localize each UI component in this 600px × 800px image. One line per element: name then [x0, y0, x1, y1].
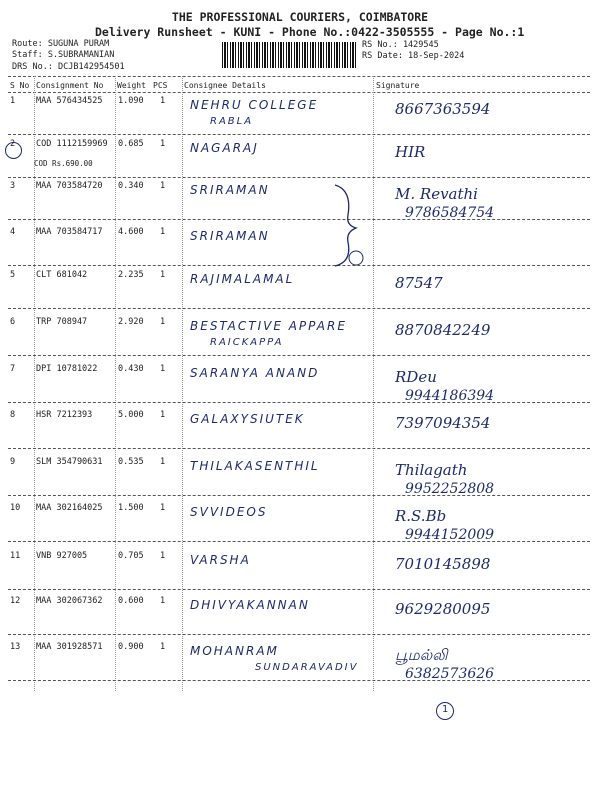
col-consignee: Consignee Details — [184, 81, 266, 90]
row-pcs: 1 — [160, 551, 166, 561]
signature-phone: 9944186394 — [405, 388, 495, 404]
row-divider — [8, 308, 590, 309]
row-divider — [8, 589, 590, 590]
rs-number: RS No.: 1429545 — [362, 40, 439, 50]
signature-phone: 9944152009 — [405, 527, 495, 543]
signature: M. Revathi — [395, 185, 478, 203]
consignee-name: THILAKASENTHIL — [190, 459, 320, 473]
row-divider — [8, 355, 590, 356]
row-weight: 0.900 — [118, 642, 144, 652]
row-sno: 13 — [10, 642, 21, 652]
column-rule — [373, 76, 374, 691]
column-rule — [182, 76, 183, 691]
consignee-detail: RAICKAPPA — [210, 337, 284, 348]
consignment-no: MAA 576434525 — [36, 96, 103, 106]
row-sno: 7 — [10, 364, 16, 374]
row-weight: 1.090 — [118, 96, 144, 106]
row-pcs: 1 — [160, 503, 166, 513]
signature-phone: 9786584754 — [405, 205, 495, 221]
row-divider — [8, 541, 590, 542]
signature: R.S.Bb — [395, 507, 447, 525]
row-pcs: 1 — [160, 181, 166, 191]
row-sno: 8 — [10, 410, 16, 420]
row-weight: 4.600 — [118, 227, 144, 237]
consignment-no: VNB 927005 — [36, 551, 88, 561]
consignee-name: GALAXYSIUTEK — [190, 412, 305, 426]
row-pcs: 1 — [160, 139, 166, 149]
consignment-no: MAA 703584720 — [36, 181, 103, 191]
rs-date: RS Date: 18-Sep-2024 — [362, 51, 465, 61]
signature-phone: 9952252808 — [405, 481, 495, 497]
consignee-name: BESTACTIVE APPARE — [190, 319, 347, 333]
row-divider — [8, 634, 590, 635]
row-divider — [8, 134, 590, 135]
page-number-mark: 1 — [436, 702, 454, 720]
signature: 7010145898 — [395, 555, 491, 573]
row-sno: 6 — [10, 317, 16, 327]
row-weight: 0.340 — [118, 181, 144, 191]
consignment-no: MAA 301928571 — [36, 642, 103, 652]
consignee-name: SVVIDEOS — [190, 505, 268, 519]
row-divider — [8, 219, 590, 220]
row-sno: 1 — [10, 96, 16, 106]
row-sno: 4 — [10, 227, 16, 237]
row-divider — [8, 177, 590, 178]
consignment-no: COD 1112159969 — [36, 139, 108, 149]
row-sno: 5 — [10, 270, 16, 280]
row-divider — [8, 265, 590, 266]
consignment-no: CLT 681042 — [36, 270, 88, 280]
consignee-name: SARANYA ANAND — [190, 366, 320, 380]
runsheet-subtitle: Delivery Runsheet - KUNI - Phone No.:0422-3505555 - Page No.:1 — [95, 25, 525, 39]
row-weight: 0.430 — [118, 364, 144, 374]
consignment-no: SLM 354790631 — [36, 457, 103, 467]
row-weight: 1.500 — [118, 503, 144, 513]
row-weight: 0.685 — [118, 139, 144, 149]
row-pcs: 1 — [160, 410, 166, 420]
header-divider — [8, 76, 590, 77]
staff-label: Staff: S.SUBRAMANIAN — [12, 50, 115, 60]
row-pcs: 1 — [160, 270, 166, 280]
consignee-name: VARSHA — [190, 553, 251, 567]
row-pcs: 1 — [160, 364, 166, 374]
signature: 9629280095 — [395, 600, 491, 618]
signature: 8667363594 — [395, 100, 491, 118]
runsheet-title: THE PROFESSIONAL COURIERS, COIMBATORE — [171, 10, 429, 24]
consignee-name: DHIVYAKANNAN — [190, 598, 310, 612]
column-rule — [115, 76, 116, 691]
column-header-divider — [8, 92, 590, 93]
signature: HIR — [395, 143, 426, 161]
barcode — [222, 42, 358, 68]
col-sno: S No — [10, 81, 30, 90]
row-sno: 3 — [10, 181, 16, 191]
consignment-no: MAA 302067362 — [36, 596, 103, 606]
circle-mark — [5, 142, 22, 159]
row-divider — [8, 495, 590, 496]
signature-phone: 6382573626 — [405, 666, 495, 682]
consignee-name: RAJIMALAMAL — [190, 272, 295, 286]
consignee-name: NAGARAJ — [190, 141, 259, 155]
column-rule — [34, 76, 35, 691]
consignee-detail: SUNDARAVADIV — [255, 662, 359, 673]
signature: 87547 — [395, 274, 443, 292]
row-divider — [8, 680, 590, 681]
row-weight: 0.705 — [118, 551, 144, 561]
consignment-no: MAA 302164025 — [36, 503, 103, 513]
row-pcs: 1 — [160, 96, 166, 106]
row-weight: 2.235 — [118, 270, 144, 280]
col-pcs: PCS — [153, 81, 168, 90]
row-sno: 2 — [10, 139, 16, 149]
signature: Thilagath — [395, 461, 468, 479]
consignee-name: MOHANRAM — [190, 644, 279, 658]
route-label: Route: SUGUNA PURAM — [12, 39, 110, 49]
consignment-no: HSR 7212393 — [36, 410, 93, 420]
row-sno: 12 — [10, 596, 21, 606]
col-signature: Signature — [376, 81, 420, 90]
row-divider — [8, 448, 590, 449]
row-pcs: 1 — [160, 227, 166, 237]
drs-number: DRS No.: DCJB142954501 — [12, 62, 125, 72]
consignee-detail: RABLA — [210, 116, 254, 127]
signature: 7397094354 — [395, 414, 491, 432]
row-pcs: 1 — [160, 642, 166, 652]
consignment-no: DPI 10781022 — [36, 364, 98, 374]
consignee-name: NEHRU COLLEGE — [190, 98, 319, 112]
signature: 8870842249 — [395, 321, 491, 339]
consignment-no: MAA 703584717 — [36, 227, 103, 237]
signature: RDeu — [395, 368, 437, 386]
col-consignment: Consignment No — [36, 81, 104, 90]
consignee-name: SRIRAMAN — [190, 229, 270, 243]
consignee-name: SRIRAMAN — [190, 183, 270, 197]
cod-amount: COD Rs.690.00 — [34, 159, 93, 168]
row-weight: 5.000 — [118, 410, 144, 420]
signature: பூமல்லி — [395, 646, 448, 664]
row-pcs: 1 — [160, 457, 166, 467]
row-pcs: 1 — [160, 596, 166, 606]
row-sno: 9 — [10, 457, 16, 467]
bracket-mark — [330, 180, 370, 270]
col-weight: Weight — [117, 81, 146, 90]
row-weight: 2.920 — [118, 317, 144, 327]
row-pcs: 1 — [160, 317, 166, 327]
row-sno: 10 — [10, 503, 21, 513]
row-weight: 0.600 — [118, 596, 144, 606]
row-weight: 0.535 — [118, 457, 144, 467]
row-sno: 11 — [10, 551, 21, 561]
row-divider — [8, 402, 590, 403]
consignment-no: TRP 708947 — [36, 317, 88, 327]
